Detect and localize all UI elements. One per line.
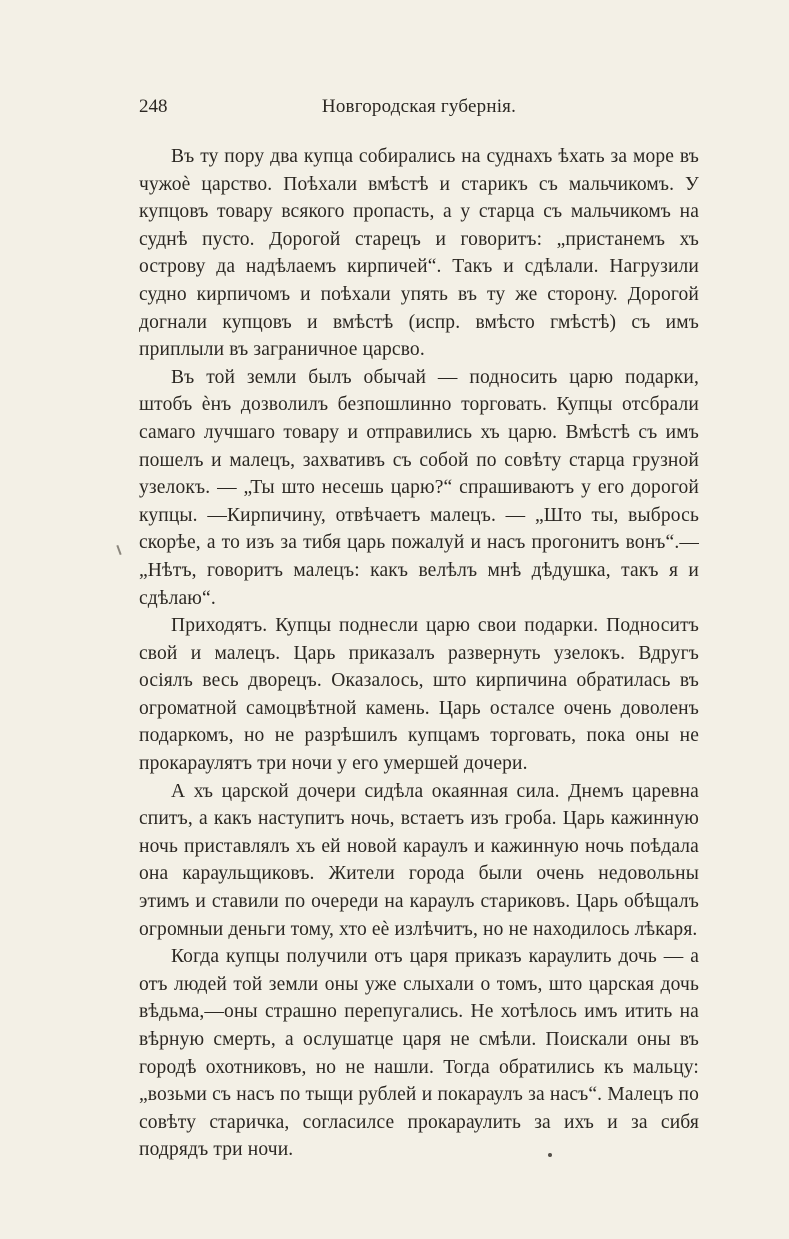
page-header (139, 96, 699, 130)
body-text (139, 143, 699, 1164)
paragraph-5: Когда купцы получили отъ царя приказъ караулить дочь — а отъ людей той земли оны уже слыхали о томъ, што царская дочь вѣдьма,—оны страшно перепугались. Не хотѣлось имъ итить на вѣрную смерть, а ослушатце царя не смѣли. Поискали оны въ городѣ охотниковъ, но не нашли. Тогда обратились къ мальцу: „возьми съ насъ по тыщи рублей и покараулъ за насъ“. Малецъ по совѣту старичка, согласилсе прокараулить за ихъ и за сибя подрядъ три ночи. (139, 946, 699, 1161)
paragraph-4: А хъ царской дочери сидѣла окаянная сила. Днемъ царевна спитъ, а какъ наступитъ ночь, встаетъ изъ гроба. Царь кажинную ночь приставлялъ хъ ей новой караулъ и кажинную ночь поѣдала она караульщиковъ. Жители города были очень недовольны этимъ и ставили по очереди на караулъ стариковъ. Царь обѣщалъ огромныи деньги тому, хто еѐ излѣчитъ, но не находилось лѣкаря. (139, 780, 699, 940)
page-number: 248 (139, 96, 168, 117)
paragraph-3: Приходятъ. Купцы поднесли царю свои подарки. Подноситъ свой и малецъ. Царь приказалъ развернуть узелокъ. Вдругъ осіялъ весь дворецъ. Оказалось, што кирпичина обратилась въ огроматной самоцвѣтной камень. Царь осталсе очень доволенъ подаркомъ, но не разрѣшилъ купцамъ торговать, пока оны не прокараулятъ три ночи у его умершей дочери. (139, 615, 699, 775)
ink-speck (548, 1153, 552, 1157)
margin-mark (116, 545, 121, 555)
running-title: Новгородская губернія. (321, 96, 517, 117)
paragraph-2: Въ той земли былъ обычай — подносить царю подарки, штобъ ѐнъ дозволилъ безпошлинно торговать. Купцы отсбрали самаго лучшаго товару и отправились хъ царю. Вмѣстѣ съ имъ пошелъ и малецъ, захвативъ съ собой по совѣту старца грузной узелокъ. — „Ты што несешь царю?“ спрашиваютъ у его дорогой купцы. —Кирпичину, отвѣчаетъ малецъ. — „Што ты, выбрось скорѣе, а то изъ за тибя царь пожалуй и насъ прогонитъ вонъ“.—„Нѣтъ, говоритъ малецъ: какъ велѣлъ мнѣ дѣдушка, такъ я и сдѣлаю“. (139, 366, 699, 609)
paragraph-1: Въ ту пору два купца собирались на суднахъ ѣхать за море въ чужоѐ царство. Поѣхали вмѣстѣ и старикъ съ мальчикомъ. У купцовъ товару всякого пропасть, а у старца съ мальчикомъ на суднѣ пусто. Дорогой старецъ и говоритъ: „пристанемъ хъ острову да надѣлаемъ кирпичей“. Такъ и сдѣлали. Нагрузили судно кирпичомъ и поѣхали упять въ ту же сторону. Дорогой догнали купцовъ и вмѣстѣ (испр. вмѣсто гмѣстѣ) съ имъ приплыли въ заграничное царсво. (139, 146, 699, 361)
